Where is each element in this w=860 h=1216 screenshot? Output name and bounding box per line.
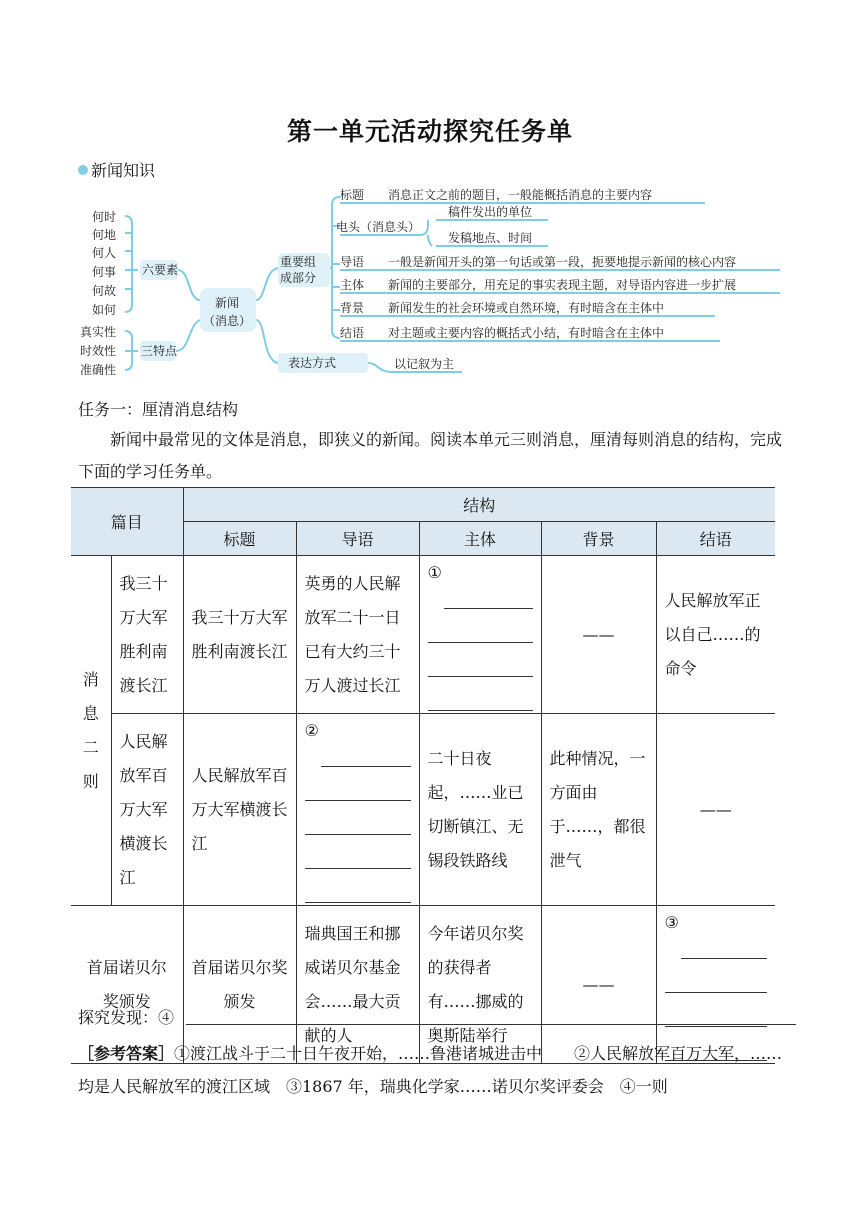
answer-mark-3: ③ (664, 913, 679, 932)
row3-background: —— (541, 906, 656, 1064)
group-char-1: 消 (82, 669, 99, 689)
mm-comp-label-2: 成部分 (280, 271, 317, 285)
th-body: 主体 (419, 522, 541, 556)
page-title: 第一单元活动探究任务单 (286, 117, 573, 146)
group-char-2: 息 (82, 703, 99, 723)
mm-six-1: 何时 (92, 210, 117, 224)
row2-background: 此种情况，一方面由于……，都很泄气 (541, 714, 656, 906)
mm-comp-sub-2: 发稿地点、时间 (448, 231, 533, 245)
mm-comp-name-1: 标题 (340, 188, 365, 202)
mm-comp-name-4: 主体 (340, 278, 365, 292)
row3-body: 今年诺贝尔奖的获得者有……挪威的奥斯陆举行 (419, 906, 541, 1064)
mm-comp-name-5: 背景 (340, 301, 365, 315)
structure-table (71, 487, 775, 1064)
mm-comp-desc-5: 新闻发生的社会环境或自然环境，有时暗含在主体中 (388, 301, 665, 315)
finding-label: 探究发现：④ (78, 1008, 175, 1027)
row3-name: 首届诺贝尔奖颁发 (71, 906, 183, 1064)
th-lead: 导语 (296, 522, 419, 556)
row2-title: 人民解放军百万大军横渡长江 (183, 714, 296, 906)
mm-three-label: 三特点 (141, 344, 178, 358)
news-mindmap (0, 0, 860, 400)
mm-comp-name-6: 结语 (340, 326, 365, 340)
mm-expression: 以记叙为主 (394, 357, 455, 371)
answer-text: ①渡江战斗于二十日午夜开始，……鲁港诸城进击中 ②人民解放军百万大军，……均是人民解放军的渡江区域 ③1867 年，瑞典化学家……诺贝尔奖评委会 ④一则 (78, 1044, 783, 1096)
th-title: 标题 (183, 522, 296, 556)
row1-lead: 英勇的人民解放军二十一日已有大约三十万人渡过长江 (296, 556, 419, 714)
section-label: 新闻知识 (91, 161, 156, 180)
row2-name: 人民解放军百万大军横渡长江 (111, 714, 183, 906)
mm-feature-2: 时效性 (80, 344, 117, 358)
row1-title: 我三十万大军胜利南渡长江 (183, 556, 296, 714)
row2-body: 二十日夜起，……业已切断镇江、无锡段铁路线 (419, 714, 541, 906)
finding-blank (186, 1024, 796, 1025)
mm-center-2: （消息） (203, 314, 252, 328)
row1-ending: 人民解放军正以自己……的命令 (656, 556, 775, 714)
mm-comp-label-1: 重要组 (280, 255, 317, 269)
mm-comp-desc-1: 消息正文之前的题目，一般能概括消息的主要内容 (388, 188, 653, 202)
group-label (71, 556, 111, 906)
mm-six-2: 何地 (92, 228, 117, 242)
mm-comp-name-3: 导语 (340, 255, 365, 269)
mm-feature-3: 准确性 (80, 363, 117, 377)
row2-lead-blank (296, 714, 419, 906)
mm-comp-desc-4: 新闻的主要部分，用充足的事实表现主题，对导语内容进一步扩展 (388, 278, 737, 292)
mm-feature-1: 真实性 (80, 325, 117, 339)
mm-comp-name-2: 电头（消息头） (336, 220, 421, 234)
th-background: 背景 (541, 522, 656, 556)
mm-expression-label: 表达方式 (288, 356, 337, 370)
intro-paragraph: 新闻中最常见的文体是消息，即狭义的新闻。阅读本单元三则消息，厘清每则消息的结构，完成下面的学习任务单。 (78, 430, 783, 481)
group-char-4: 则 (82, 771, 99, 791)
answer-mark-2: ② (304, 721, 319, 740)
row1-body-blank (419, 556, 541, 714)
mm-center-1: 新闻 (215, 296, 240, 310)
th-ending: 结语 (656, 522, 775, 556)
answer-mark-1: ① (427, 563, 442, 582)
row1-background: —— (541, 556, 656, 714)
task-heading: 任务一：厘清消息结构 (78, 400, 239, 419)
finding-line (78, 1005, 796, 1028)
group-char-3: 二 (82, 737, 99, 757)
mm-six-3: 何人 (92, 246, 117, 260)
answer-label: ［参考答案］ (78, 1044, 175, 1063)
row1-name: 我三十万大军胜利南渡长江 (111, 556, 183, 714)
mm-six-label: 六要素 (142, 263, 179, 277)
row3-title: 首届诺贝尔奖颁发 (183, 906, 296, 1064)
mm-six-6: 如何 (92, 303, 117, 317)
mm-six-4: 何事 (92, 265, 117, 279)
reference-answer (78, 1037, 790, 1103)
th-structure: 结构 (183, 488, 775, 522)
mm-comp-desc-6: 对主题或主要内容的概括式小结，有时暗含在主体中 (388, 326, 665, 340)
row3-lead: 瑞典国王和挪威诺贝尔基金会……最大贡献的人 (296, 906, 419, 1064)
th-piece: 篇目 (71, 488, 183, 556)
mm-six-5: 何故 (92, 284, 117, 298)
row2-ending: —— (656, 714, 775, 906)
mm-comp-sub-1: 稿件发出的单位 (448, 205, 533, 219)
mm-comp-desc-3: 一般是新闻开头的第一句话或第一段，扼要地提示新闻的核心内容 (388, 255, 737, 269)
